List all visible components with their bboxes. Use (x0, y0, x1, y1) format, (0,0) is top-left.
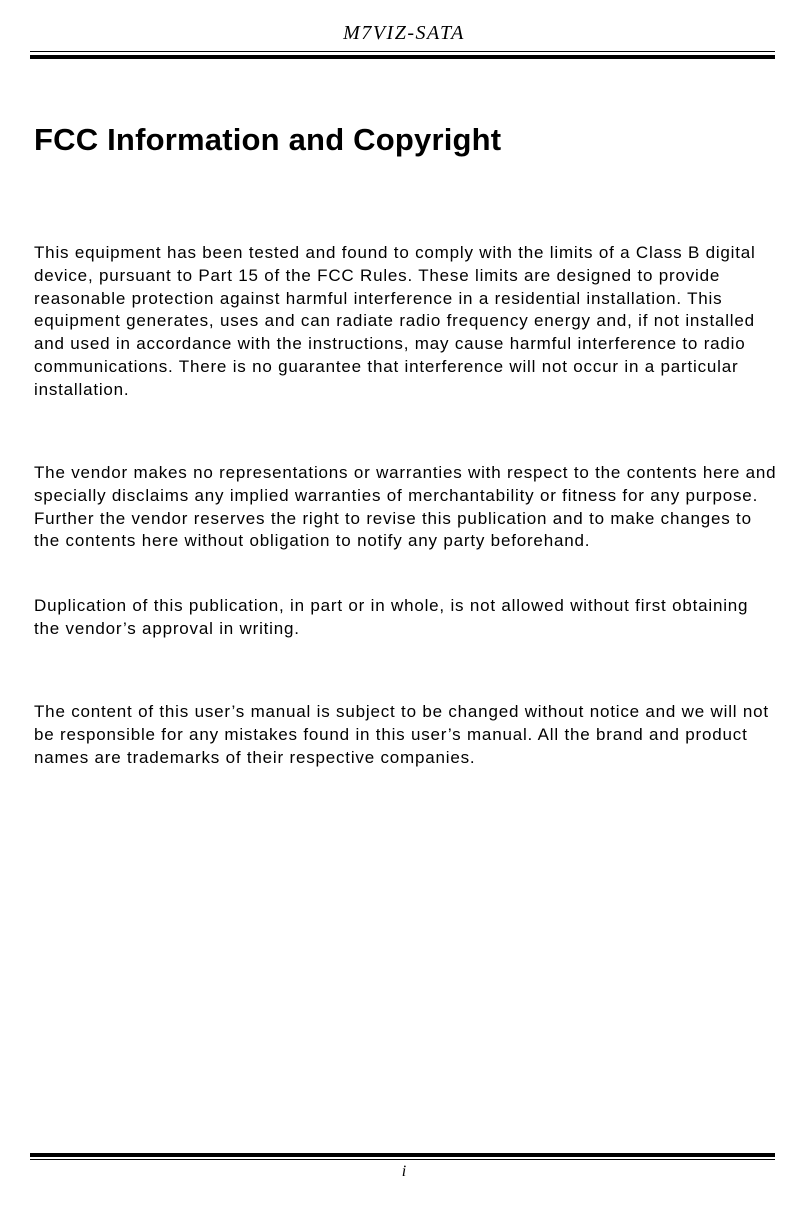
trademark-notice-paragraph: The content of this user’s manual is subject to be changed without notice and we will not be responsible for any mistakes found in this user’s manual. All the brand and product names are trademarks of their respective companies. (34, 702, 769, 767)
header-model-name: M7VIZ-SATA (343, 22, 465, 44)
footer-rule-thick (30, 1153, 775, 1157)
header-rule-thick (30, 55, 775, 59)
fcc-compliance-paragraph: This equipment has been tested and found to comply with the limits of a Class B digital device, pursuant to Part 15 of the FCC Rules. These limits are designed to provide reasonable protection against harmful interference in a residential installation. This equipment generates, uses and can radiate radio frequency energy and, if not installed and used in accordance with the instructions, may cause harmful interference to radio communications. There is no guarantee that interference will not occur in a particular installation. (34, 243, 756, 399)
footer-rule-thin (30, 1159, 775, 1160)
header-rule-thin (30, 51, 775, 52)
page-title: FCC Information and Copyright (34, 122, 502, 157)
warranty-disclaimer-paragraph: The vendor makes no representations or warranties with respect to the contents here and specially disclaims any implied warranties of merchantability or fitness for any purpose. Further the vendor reserves the right to revise this publication and to make changes to the contents here without obligation to notify any party beforehand. (34, 463, 777, 551)
page-number: i (401, 1163, 407, 1180)
duplication-notice-paragraph: Duplication of this publication, in part or in whole, is not allowed without first obtaining the vendor’s approval in writing. (34, 596, 749, 638)
